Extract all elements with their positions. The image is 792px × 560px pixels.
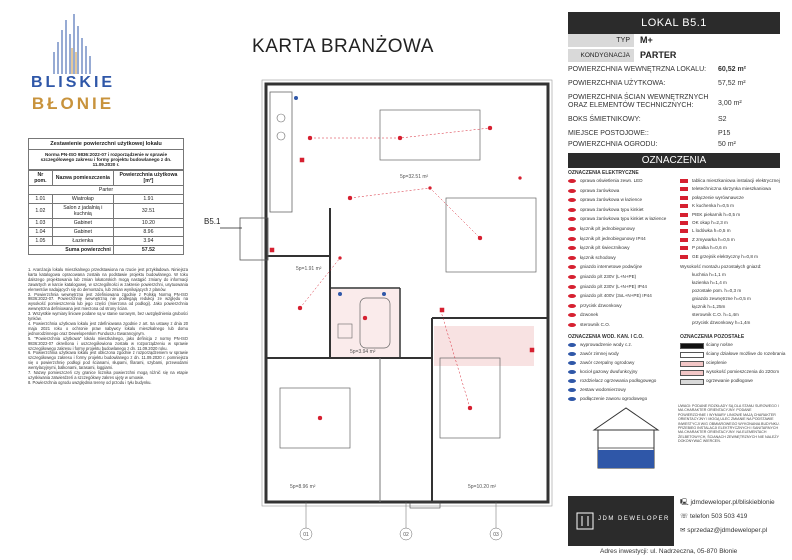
legend-item	[568, 226, 678, 236]
sofa	[446, 198, 536, 272]
room-name: Gabinet	[52, 219, 113, 228]
room-label: 5p=3.94 m²	[350, 349, 376, 355]
legend-label: kuchnia h=1,1 m	[692, 272, 726, 277]
square-icon	[680, 221, 688, 225]
electrical-symbols	[270, 126, 534, 420]
room-nr: 1.02	[29, 204, 53, 219]
info-row	[568, 116, 780, 123]
legend-label: zawór czerpalny ogrodowy	[580, 360, 635, 365]
square-icon	[680, 196, 688, 200]
legend-item	[680, 320, 780, 328]
typ-label: TYP	[568, 34, 634, 47]
dot-icon	[568, 208, 576, 212]
blank-icon	[680, 273, 688, 277]
legend-label: łącznik p/t jednobiegunowy	[580, 225, 635, 231]
legend-item	[568, 342, 678, 351]
legend-item	[568, 216, 678, 226]
elec-title: OZNACZENIA ELEKTRYCZNE	[568, 170, 639, 176]
info-label: POWIERZCHNIA ŚCIAN WEWNĘTRZNYCH ORAZ ELEMENTÓW TECHNICZNYCH:	[568, 94, 709, 109]
insulation-line	[262, 80, 552, 506]
info-value: 60,52 m²	[718, 66, 747, 73]
dot-icon	[568, 361, 576, 365]
legend-item	[680, 186, 780, 194]
summary-total: 57.52	[113, 246, 183, 255]
elec-legend-right	[680, 178, 780, 262]
dot-icon	[568, 304, 576, 308]
dot-icon	[568, 189, 576, 193]
legend-item	[680, 245, 780, 253]
blank-icon	[680, 321, 688, 325]
legend-item	[568, 255, 678, 265]
typ-value: M+	[640, 35, 653, 45]
legend-label: łącznik p/t świecznikowy	[580, 245, 630, 251]
other-legend	[680, 342, 786, 387]
legend-item	[568, 274, 678, 284]
info-row	[568, 141, 780, 148]
lokal-title: LOKAL B5.1	[568, 12, 780, 34]
info-label: POWIERZCHNIA UŻYTKOWA:	[568, 80, 666, 87]
heights-list	[680, 272, 780, 328]
square-icon	[680, 343, 704, 349]
legend-label: oprawa żarówkowa typu kinkiet w łazience	[580, 216, 667, 222]
room-label: 5p=32.51 m²	[400, 174, 429, 180]
legend-label: ocieplenie	[706, 360, 727, 365]
legend-item	[680, 288, 780, 296]
legend-item	[568, 396, 678, 405]
table-row	[29, 219, 184, 228]
contact-web[interactable]: 🖳 jdmdeweloper.pl/bliskieblonie	[680, 499, 775, 506]
dot-icon	[568, 323, 576, 327]
legend-item	[568, 303, 678, 313]
legend-label: gniazdo zewnętrzne h=0,5 m	[692, 296, 751, 301]
blank-icon	[680, 281, 688, 285]
table-row	[29, 195, 184, 204]
legend-item	[680, 280, 780, 288]
legend-item	[568, 264, 678, 274]
legend-item	[680, 212, 780, 220]
info-row	[568, 66, 780, 73]
legend-label: sterownik C.O.	[580, 321, 611, 327]
legend-label: gniazdo p/t 400V (3xL+N+PE) IP44	[580, 293, 652, 299]
disclaimer: UWAGI: PODANE ROZKŁADY SĄ DLA STANU SUROWEGO I MA CHARAKTER ORIENTACYJNY. PODANE POWIERZCHNIE I WYMIARY LINIOWE MAJĄ CHARAKTER ORIENTACYJNY I MOGĄ ULEC ZMIANIE NA PODSTAWIE INWESTYCJI W/G OBMIAROWEGO WYKONANIA BUDYNKU. PRZEBIEG INSTALACJI ELEKTRYCZNYCH I SANITARNYCH MA CHARAKTER ORIENTACYJNY. NA ELEMENTACH ŻELBETOWYCH, ŚCIANACH ZEWNĘTRZNYCH NIE NALEŻY DOKONYWAĆ WIERCEŃ.	[678, 404, 780, 444]
legend-item	[568, 245, 678, 255]
square-icon	[680, 229, 688, 233]
info-value-wrap	[718, 100, 778, 107]
info-row	[568, 80, 780, 87]
note: 7. Nazwy pomieszczeń czy granice licznika powierzchni mogą różnić się na etapie uzyskiwania zatwierdzeń a szczegółowy zakres ujęty w umowie.	[28, 370, 188, 380]
floor-plan	[200, 58, 566, 558]
legend-label: kocioł gazowy dwufunkcyjny	[580, 369, 638, 374]
legend-item	[680, 228, 780, 236]
note: 6. Powierzchnia użytkowa lokalu jest obliczona zgodnie z rozporządzeniem w sprawie szczegółowego zakresu i formy projektu budowlanego z dn. 11.09.2020 r. pomniejsza się o powierzchnię podłogi pod ścianami, słupami, filarami, szybami, przewodami wentylacyjnymi, balkonami, tarasami, loggiami.	[28, 350, 188, 371]
legend-label: P pralka h=0,6 m	[692, 245, 727, 251]
legend-item	[568, 351, 678, 360]
legend-item	[680, 304, 780, 312]
info-value: 57,52 m²	[718, 80, 746, 87]
legend-item	[568, 293, 678, 303]
investment-address: Adres inwestycji: ul. Nadrzeczna, 05-870 Błonie	[600, 548, 738, 555]
heights-title: Wysokość montażu pozostałych gniazd:	[680, 264, 762, 269]
legend-item	[568, 178, 678, 188]
building-section-icon	[590, 406, 662, 470]
legend-label: gniazdo internetowe podwójne	[580, 264, 643, 270]
logo-skyline-icon	[18, 12, 128, 74]
legend-label: gniazdo p/t 230V (L+N+PE)	[580, 273, 637, 279]
legend-label: wysokość pomieszczenia do 220cm	[706, 369, 780, 374]
entrance-door	[240, 218, 268, 260]
room-area: 3.94	[113, 237, 183, 246]
legend-item	[680, 312, 780, 320]
dot-icon	[568, 370, 576, 374]
legend-label: podłączenie zaworu ogrodowego	[580, 396, 648, 401]
axis-label: 01	[303, 532, 309, 538]
brand-logo	[18, 12, 128, 112]
legend-item	[568, 207, 678, 217]
legend-label: oprawa żarówkowa w łazience	[580, 197, 643, 203]
legend-label: oprawa żarówkowa	[580, 187, 620, 193]
dot-icon	[568, 343, 576, 347]
notes	[28, 268, 188, 386]
dot-icon	[568, 227, 576, 231]
room-nr: 1.05	[29, 237, 53, 246]
room-label: 5p=8.96 m²	[290, 484, 316, 490]
blank-icon	[680, 305, 688, 309]
contact-web-text: jdmdeweloper.pl/bliskieblonie	[690, 499, 775, 506]
company-block	[568, 496, 674, 546]
info-value: 3,00 m²	[718, 100, 742, 107]
legend-item	[568, 284, 678, 294]
col-header-area: Powierzchnia użytkowa [m²]	[113, 171, 183, 186]
room-name: Gabinet	[52, 228, 113, 237]
table-row	[29, 228, 184, 237]
legend-item	[680, 296, 780, 304]
legend-item	[680, 369, 780, 378]
legend-item	[680, 237, 780, 245]
legend-label: przycisk dzwonkowy h=1,4m	[692, 320, 751, 325]
dot-icon	[568, 179, 576, 183]
dot-icon	[568, 198, 576, 202]
table-row	[29, 204, 184, 219]
legend-item	[680, 360, 780, 369]
dot-icon	[568, 352, 576, 356]
legend-item	[568, 387, 678, 396]
axis-label: 03	[493, 532, 499, 538]
dot-icon	[568, 265, 576, 269]
contact-phone-text: telefon 503 503 419	[689, 513, 748, 520]
legend-item	[568, 369, 678, 378]
legend-item	[680, 203, 780, 211]
legend-label: GE grzejnik elektryczny h=0,8 m	[692, 253, 758, 259]
legend-item	[568, 312, 678, 322]
kond-label: KONDYGNACJA	[568, 49, 634, 62]
square-icon	[680, 370, 704, 376]
room-area: 1.91	[113, 195, 183, 204]
note: 8. Powierzchnia ogrodu uwzględnia tereny od przodu i tyłu budynku.	[28, 379, 152, 385]
plan-title: KARTA BRANŻOWA	[252, 36, 434, 57]
wod-title: OZNACZENIA WOD. KAN. I C.O.	[568, 334, 644, 340]
note: 2. Powierzchnia wewnętrzna jest zdefiniowana zgodnie z Polską Normą PN-ISO 9836:2022-07. Powierzchnię wewnętrzną nie podlegają redukcji ze względu na wysokość pomieszczenia lub jego części (mierzona od podłogi). Jako powierzchnia wewnętrzna definiowana jest mierzona od strony ścian.	[28, 291, 188, 312]
info-label: POWIERZCHNIA WEWNĘTRZNA LOKALU:	[568, 66, 707, 73]
legend-item	[680, 272, 780, 280]
dot-icon	[568, 275, 576, 279]
legend-item	[680, 178, 780, 186]
square-icon	[680, 179, 688, 183]
note: 4. Powierzchnia użytkowa lokalu jest zdefiniowana zgodnie z art. 5a ustawy z dnia 20 maja 2021 roku o ochronie praw nabywcy lokalu mieszkalnego lub domu jednorodzinnego oraz Deweloperskim Funduszu Gwarancyjnym.	[28, 320, 188, 336]
outer-wall	[266, 84, 548, 502]
note: 5. "Powierzchnia użytkowa" lokalu mieszkalnego, jako definicja z normy PN-ISO 9836:2022-07 określona i uszczegółowiona została w rozporządzeniu w sprawie szczegółowego zakresu i formy projektu budowlanego z dn. 11.09.2020 roku.	[28, 335, 188, 351]
square-icon	[680, 352, 704, 358]
contact-phone[interactable]: ☏ telefon 503 503 419	[680, 513, 748, 520]
room-area: 10.20	[113, 219, 183, 228]
legend-label: oprawa oświetlenia zewn. LED	[580, 178, 643, 183]
legend-label: przycisk dzwonkowy	[580, 302, 622, 308]
room-nr: 1.01	[29, 195, 53, 204]
kitchen-counter	[270, 92, 292, 212]
wod-legend	[568, 342, 678, 405]
table-row	[29, 237, 184, 246]
square-icon	[680, 238, 688, 242]
legend-item	[568, 197, 678, 207]
legend-item	[680, 220, 780, 228]
legend-item	[680, 254, 780, 262]
elec-legend-left	[568, 178, 678, 332]
square-icon	[680, 379, 704, 385]
blank-icon	[680, 313, 688, 317]
legend-label: łącznik p/t jednobiegunowy IP44	[580, 235, 646, 241]
info-row	[568, 130, 780, 137]
legend-label: łącznik h=1,25m	[692, 304, 726, 309]
legend-label: zawór zimnej wody	[580, 351, 619, 356]
company-name: JDM DEWELOPER	[598, 516, 670, 522]
room-area: 32.51	[113, 204, 183, 219]
dot-icon	[568, 397, 576, 401]
summary-norm: Norma PN-ISO 9836:2022-07 i rozporządzenie w sprawie szczegółowego zakresu i formy projektu budowlanego z dn. 11.09.2020 r.	[28, 150, 184, 170]
summary-total-label: Suma powierzchni	[29, 246, 114, 255]
legend-label: zestaw wodomierzowy	[580, 387, 626, 392]
room-name: Wiatrołap	[52, 195, 113, 204]
company-logo-icon	[576, 512, 594, 530]
legend-label: sterownik C.O. h=1,4m	[692, 312, 739, 317]
room-nr: 1.03	[29, 219, 53, 228]
area-summary-table	[28, 138, 184, 255]
legend-label: pozostałe pom. h=0,3 m	[692, 288, 742, 293]
room-label: 5p=1.91 m²	[296, 266, 322, 272]
dot-icon	[568, 256, 576, 260]
dot-icon	[568, 294, 576, 298]
info-value: S2	[718, 116, 727, 123]
dot-icon	[568, 285, 576, 289]
legend-item	[568, 360, 678, 369]
square-icon	[680, 204, 688, 208]
desk	[280, 388, 350, 448]
dot-icon	[568, 246, 576, 250]
info-value: P15	[718, 130, 731, 137]
legend-label: łazienka h=1,4 m	[692, 280, 727, 285]
dot-icon	[568, 379, 576, 383]
dining-table	[380, 110, 480, 160]
blank-icon	[680, 289, 688, 293]
room-name: Łazienka	[52, 237, 113, 246]
legend-label: ściany działowe możliwe do rozebrania	[706, 351, 786, 356]
legend-label: OK okap h=2,3 m	[692, 219, 728, 225]
legend-label: wyprowadzenie wody c.z.	[580, 342, 633, 347]
info-panel	[568, 12, 780, 176]
logo-line1: BLISKIE	[30, 74, 116, 91]
legend-label: L lodówka h=0,5 m	[692, 228, 731, 234]
legend-label: połączenie wyrównawcze	[692, 194, 744, 200]
legend-item	[568, 322, 678, 332]
legend-label: rozdzielacz ogrzewania podłogowego	[580, 378, 657, 383]
note: 1. Aranżacja lokalu mieszkalnego przedstawiona na rzucie jest przykładowa. Niniejsza karta katalogowa opracowana została na podstawie projektu budowlanego. W toku dalszego projektowania lub zmian lokatorskich mogą nastąpić zmiany do informacji zawartych w karcie katalogowej, w szczególności w zakresie powierzchni, usytuowania elementów nadających się do demontażu, lub zmian wynikających z planów.	[28, 267, 188, 292]
contact-email-text: sprzedaz@jdmdeweloper.pl	[687, 527, 768, 534]
dot-icon	[568, 237, 576, 241]
logo-line2: BŁONIE	[31, 94, 115, 113]
legend-item	[568, 188, 678, 198]
note: 3. Wszystkie wymiary liniowe podane są w stanie surowym, bez uwzględnienia grubości tynków.	[28, 311, 188, 322]
legend-label: PIEK piekarnik h=0,5 m	[692, 211, 741, 217]
square-icon	[680, 187, 688, 191]
legend-label: K kuchenka h=0,5 m	[692, 203, 735, 209]
info-label: MIEJSCE POSTOJOWE::	[568, 130, 649, 137]
bathroom-zone	[331, 289, 399, 357]
legend-item	[680, 342, 780, 351]
legend-label: gniazdo p/t 230V (L+N+PE) IP44	[580, 283, 647, 289]
info-label: BOKS ŚMIETNIKOWY:	[568, 116, 641, 123]
info-value: 50 m²	[718, 141, 736, 148]
room-area: 8.96	[113, 228, 183, 237]
room-label: 5p=10.20 m²	[468, 484, 497, 490]
dot-icon	[568, 313, 576, 317]
square-icon	[680, 213, 688, 217]
legend-label: ściany nośne	[706, 342, 733, 347]
legend-label: teletechniczna skrzynka mieszkaniowa	[692, 186, 771, 192]
legend-label: tablica mieszkaniowa instalacji elektrycznej	[692, 178, 780, 183]
axis-label: 02	[403, 532, 409, 538]
legend-item	[568, 378, 678, 387]
legend-label: Z zmywarka h=0,5 m	[692, 236, 735, 242]
square-icon	[680, 246, 688, 250]
dot-icon	[568, 217, 576, 221]
col-header-name: Nazwa pomieszczenia	[52, 171, 113, 186]
col-header-nr: Nr pom.	[29, 171, 53, 186]
room-name: Salon z jadalnią i kuchnią	[52, 204, 113, 219]
legend-item	[568, 236, 678, 246]
kond-value: PARTER	[640, 50, 677, 60]
low-height-zone	[434, 326, 534, 366]
legend-item	[680, 351, 786, 360]
legend-label: łącznik schodowy	[580, 254, 616, 260]
info-row	[568, 94, 718, 110]
legend-label: oprawa żarówkowa typu kinkiet	[580, 206, 644, 212]
summary-title: Zestawienie powierzchni użytkowej lokalu	[28, 138, 184, 150]
room-nr: 1.04	[29, 228, 53, 237]
legend-label: dzwonek	[580, 312, 599, 318]
info-label: POWIERZCHNIA OGRODU:	[568, 141, 658, 148]
legend-item	[680, 195, 780, 203]
square-icon	[680, 361, 704, 367]
bed	[440, 358, 500, 438]
dot-icon	[568, 388, 576, 392]
legend-title: OZNACZENIA	[568, 153, 780, 168]
contact-email[interactable]: ✉ sprzedaz@jdmdeweloper.pl	[680, 527, 768, 534]
blank-icon	[680, 297, 688, 301]
legend-item	[680, 378, 780, 387]
summary-floor: Parter	[29, 186, 184, 195]
section-label: B5.1	[204, 217, 221, 226]
square-icon	[680, 255, 688, 259]
other-title: OZNACZENIA POZOSTAŁE	[680, 334, 745, 340]
legend-label: ogrzewanie podłogowe	[706, 378, 753, 383]
